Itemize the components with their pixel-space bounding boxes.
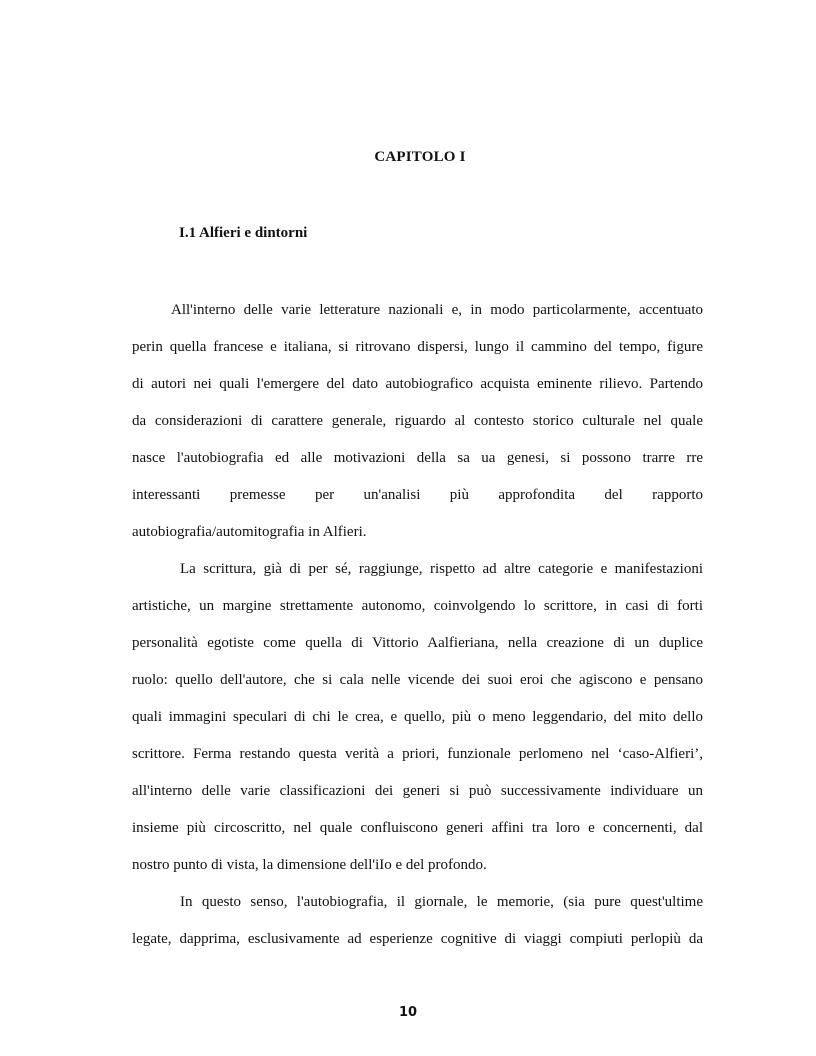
text-line: All'interno delle varie letterature nazionali e, in modo particolarmente, accentuato xyxy=(171,302,703,318)
section-heading: I.1 Alfieri e dintorni xyxy=(179,225,308,241)
text-line: ruolo: quello dell'autore, che si cala nelle vicende dei suoi eroi che agiscono e pensano xyxy=(132,672,703,688)
text-line: interessanti premesse per un'analisi più approfondita del rapporto xyxy=(132,487,703,503)
text-line: personalità egotiste come quella di Vittorio Aalfieriana, nella creazione di un duplice xyxy=(132,635,703,651)
text-line: nasce l'autobiografia ed alle motivazioni della sa ua genesi, si possono trarre rre xyxy=(132,450,703,466)
text-line: nostro punto di vista, la dimensione dell'iIo e del profondo. xyxy=(132,857,487,873)
text-line: perin quella francese e italiana, si ritrovano dispersi, lungo il cammino del tempo, figure xyxy=(132,339,703,355)
text-line: scrittore. Ferma restando questa verità a priori, funzionale perlomeno nel ‘caso-Alfieri’, xyxy=(132,746,703,762)
chapter-title: CAPITOLO I xyxy=(374,149,466,165)
text-line: autobiografia/automitografia in Alfieri. xyxy=(132,524,367,540)
text-line: insieme più circoscritto, nel quale confluiscono generi affini tra loro e concernenti, dal xyxy=(132,820,703,836)
text-line: all'interno delle varie classificazioni dei generi si può successivamente individuare un xyxy=(132,783,703,799)
text-line: In questo senso, l'autobiografia, il giornale, le memorie, (sia pure quest'ultime xyxy=(180,894,703,910)
text-line: La scrittura, già di per sé, raggiunge, rispetto ad altre categorie e manifestazioni xyxy=(180,561,703,577)
text-line: quali immagini speculari di chi le crea, e quello, più o meno leggendario, del mito dello xyxy=(132,709,703,725)
text-line: di autori nei quali l'emergere del dato autobiografico acquista eminente rilievo. Partendo xyxy=(132,376,703,392)
text-line: artistiche, un margine strettamente autonomo, coinvolgendo lo scrittore, in casi di forti xyxy=(132,598,703,614)
page-number: 10 xyxy=(398,1005,418,1020)
text-line: legate, dapprima, esclusivamente ad esperienze cognitive di viaggi compiuti perlopiù da xyxy=(132,931,703,947)
body-text xyxy=(132,292,703,958)
text-line: da considerazioni di carattere generale, riguardo al contesto storico culturale nel quale xyxy=(132,413,703,429)
